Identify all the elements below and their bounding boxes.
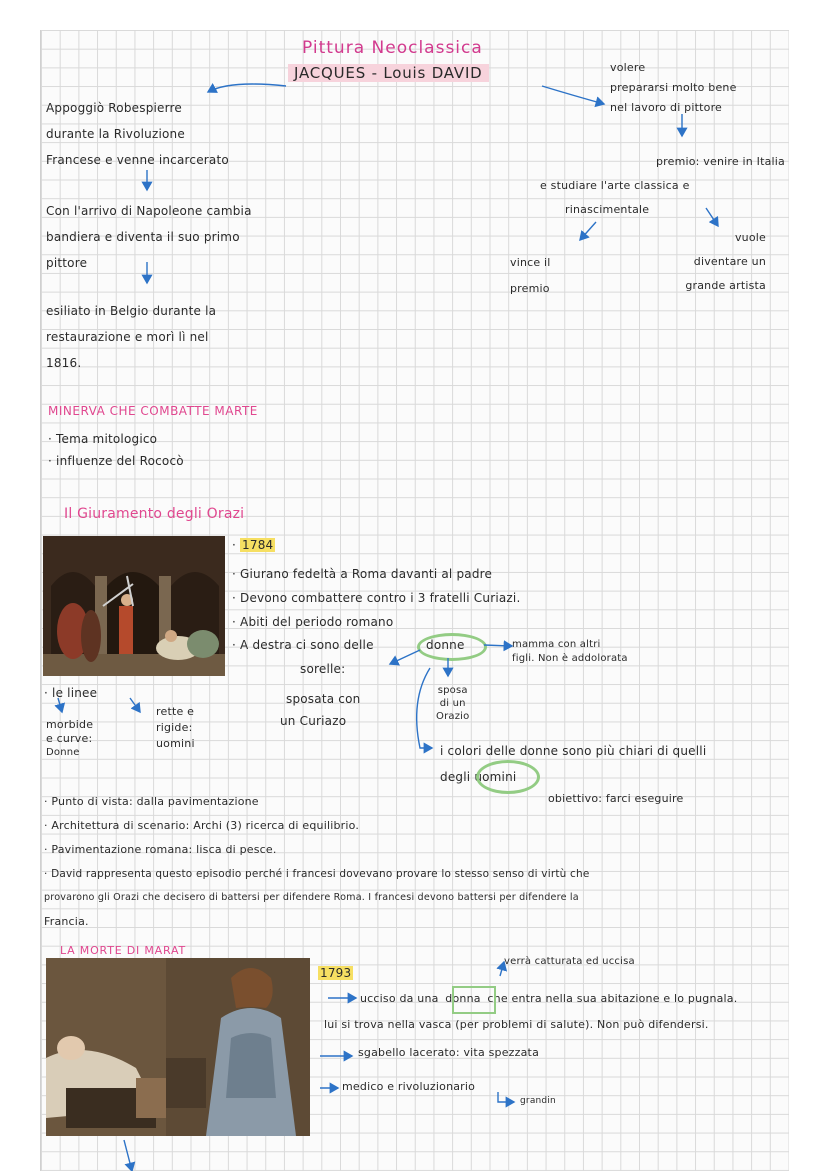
arrow-to-colori bbox=[417, 668, 432, 748]
marat-year: 1793 bbox=[320, 966, 352, 980]
arrow-to-mamma bbox=[484, 645, 512, 646]
orazi-note-line: · David rappresenta questo episodio perché i francesi dovevano provare lo stesso senso di virtù che bbox=[44, 868, 590, 880]
robespierre-note: Appoggiò Robespierre durante la Rivoluzione Francese e venne incarcerato bbox=[46, 101, 229, 167]
orazi-note-line: Francia. bbox=[44, 915, 89, 928]
sorelle-label: sorelle: bbox=[300, 662, 346, 676]
arrow-down-marat bbox=[124, 1140, 132, 1171]
arrow-to-morbide bbox=[58, 698, 62, 712]
esilio-note: esiliato in Belgio durante la restaurazione e morì lì nel 1816. bbox=[46, 304, 217, 370]
orazi-year: · 1784 bbox=[232, 538, 274, 552]
rette-note: rette e rigide: uomini bbox=[156, 705, 195, 750]
grandin-note: grandin bbox=[520, 1096, 556, 1106]
orazi-note-line: · Punto di vista: dalla pavimentazione bbox=[44, 795, 259, 808]
orazi-bullet: · Devono combattere contro i 3 fratelli Curiazi. bbox=[232, 591, 521, 605]
medico-note: medico e rivoluzionario bbox=[342, 1080, 476, 1093]
minerva-item: · Tema mitologico bbox=[48, 432, 158, 446]
arrow-to-vince bbox=[580, 222, 596, 240]
arrow-to-rette bbox=[130, 698, 140, 712]
ucciso-line: ucciso da una donna che entra nella sua abitazione e lo pugnala. bbox=[360, 992, 738, 1005]
donne-word: donne bbox=[426, 638, 465, 652]
marat-heading: LA MORTE DI MARAT bbox=[60, 944, 186, 957]
orazi-bullet: · Giurano fedeltà a Roma davanti al padre bbox=[232, 567, 493, 581]
arrow-to-catturata bbox=[500, 962, 504, 976]
uomini-word: uomini bbox=[474, 770, 517, 784]
artist-name: JACQUES - Louis DAVID bbox=[288, 64, 489, 82]
orazi-note-line: provarono gli Orazi che decisero di battersi per difendere Roma. I francesi devono battersi per difendere la bbox=[44, 892, 579, 903]
vasca-note: lui si trova nella vasca (per problemi di salute). Non può difendersi. bbox=[324, 1018, 709, 1031]
arrow-to-vuole bbox=[706, 208, 718, 226]
sgabello-note: sgabello lacerato: vita spezzata bbox=[358, 1046, 540, 1059]
arrow-to-sorelle bbox=[390, 650, 420, 664]
page-title: Pittura Neoclassica bbox=[302, 38, 483, 58]
donna-word: donna bbox=[445, 992, 481, 1005]
arrow-to-grandin bbox=[498, 1092, 514, 1102]
minerva-item: · influenze del Rococò bbox=[48, 454, 184, 468]
orazi-heading: Il Giuramento degli Orazi bbox=[64, 506, 245, 522]
morbide-note: morbide e curve: Donne bbox=[46, 718, 94, 758]
arrow-to-volere bbox=[542, 86, 604, 104]
orazi-note-line: · Pavimentazione romana: lisca di pesce. bbox=[44, 843, 277, 856]
napoleone-note: Con l'arrivo di Napoleone cambia bandiera e diventa il suo primo pittore bbox=[46, 204, 252, 270]
mamma-note: mamma con altri figli. Non è addolorata bbox=[512, 639, 628, 664]
vince-note: vince il premio bbox=[510, 256, 551, 295]
colori-note: i colori delle donne sono più chiari di quelli degli uomini bbox=[440, 744, 707, 784]
premio-note: premio: venire in Italia e studiare l'arte classica e rinascimentale bbox=[540, 155, 785, 216]
volere-note: volere prepararsi molto bene nel lavoro di pittore bbox=[610, 61, 737, 114]
linee-label: · le linee bbox=[44, 686, 98, 700]
sposa-note: sposa di un Orazio bbox=[436, 685, 470, 722]
obiettivo-note: obiettivo: farci eseguire bbox=[548, 792, 684, 805]
sposata-note: sposata con un Curiazo bbox=[280, 692, 361, 728]
catturata-note: verrà catturata ed uccisa bbox=[504, 956, 635, 967]
destra-line: · A destra ci sono delle bbox=[232, 638, 374, 652]
orazi-bullet: · Abiti del periodo romano bbox=[232, 615, 394, 629]
arrow-to-robespierre bbox=[208, 84, 286, 92]
orazi-note-line: · Architettura di scenario: Archi (3) ricerca di equilibrio. bbox=[44, 819, 360, 832]
minerva-heading: MINERVA CHE COMBATTE MARTE bbox=[48, 404, 258, 418]
vuole-note: vuole diventare un grande artista bbox=[685, 231, 766, 292]
